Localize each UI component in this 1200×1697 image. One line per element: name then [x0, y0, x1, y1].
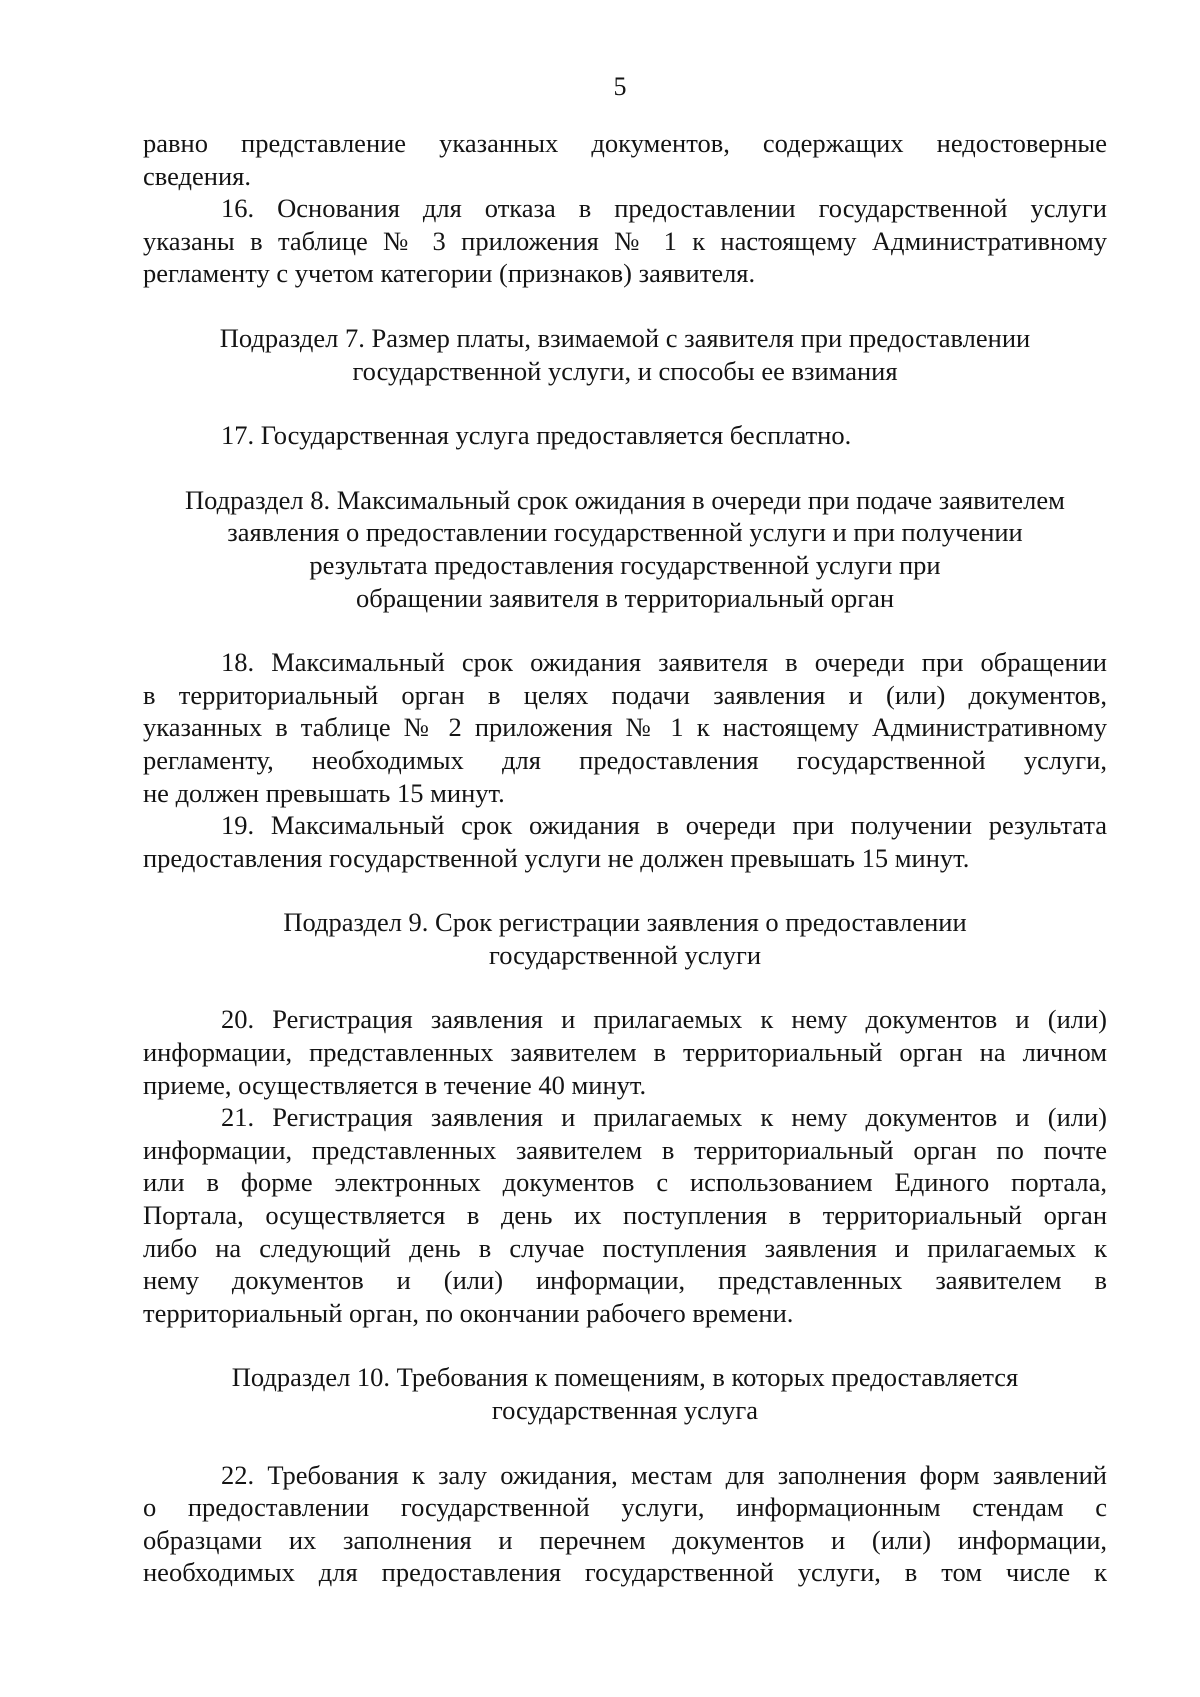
- subsection-heading-9: [143, 906, 1107, 971]
- heading-line: Подраздел 7. Размер платы, взимаемой с заявителя при предоставлении: [219, 322, 1031, 353]
- text-line: Портала, осуществляется в день их поступления в территориальный орган: [143, 1200, 1107, 1231]
- paragraph-18: [143, 646, 1107, 809]
- paragraph-16: [143, 192, 1107, 290]
- document-body: [143, 127, 1107, 1589]
- heading-line: Подраздел 8. Максимальный срок ожидания в очереди при подаче заявителем: [185, 484, 1065, 515]
- text-line: 16. Основания для отказа в предоставлении государственной услуги: [221, 193, 1107, 224]
- text-line: 21. Регистрация заявления и прилагаемых к нему документов и (или): [221, 1102, 1107, 1133]
- text-line: регламенту, необходимых для предоставления государственной услуги,: [143, 744, 1107, 775]
- subsection-heading-8: [143, 484, 1107, 614]
- text-line: указанных в таблице № 2 приложения № 1 к настоящему Административному: [143, 712, 1107, 743]
- text-line: или в форме электронных документов с использованием Единого портала,: [143, 1167, 1107, 1198]
- text-line: 20. Регистрация заявления и прилагаемых к нему документов и (или): [221, 1004, 1107, 1035]
- heading-line: государственной услуги, и способы ее взимания: [352, 355, 898, 386]
- heading-line: заявления о предоставлении государственной услуги и при получении: [227, 517, 1023, 548]
- subsection-heading-7: [143, 322, 1107, 387]
- paragraph-19: [143, 809, 1107, 874]
- text-line: территориальный орган, по окончании рабочего времени.: [143, 1297, 794, 1328]
- text-line: о предоставлении государственной услуги, информационным стендам с: [143, 1492, 1107, 1523]
- text-line: информации, представленных заявителем в территориальный орган на личном: [143, 1037, 1107, 1068]
- page-number: 5: [613, 72, 627, 101]
- text-line: в территориальный орган в целях подачи заявления и (или) документов,: [143, 679, 1107, 710]
- heading-line: результата предоставления государственной услуги при: [309, 549, 941, 580]
- text-line: регламенту с учетом категории (признаков) заявителя.: [143, 258, 756, 289]
- heading-line: обращении заявителя в территориальный орган: [355, 582, 895, 613]
- paragraph-continuation: [143, 127, 1107, 192]
- heading-line: Подраздел 10. Требования к помещениям, в которых предоставляется: [231, 1362, 1019, 1393]
- text-line: предоставления государственной услуги не должен превышать 15 минут.: [143, 842, 970, 873]
- subsection-heading-10: [143, 1361, 1107, 1426]
- text-line: 17. Государственная услуга предоставляется бесплатно.: [221, 420, 852, 451]
- heading-line: государственная услуга: [491, 1395, 759, 1425]
- text-line: 22. Требования к залу ожидания, местам для заполнения форм заявлений: [221, 1459, 1107, 1490]
- text-line: информации, представленных заявителем в территориальный орган по почте: [143, 1134, 1107, 1165]
- paragraph-21: [143, 1101, 1107, 1329]
- text-line: образцами их заполнения и перечнем документов и (или) информации,: [143, 1524, 1107, 1555]
- paragraph-17: [143, 419, 1107, 452]
- text-line: нему документов и (или) информации, представленных заявителем в: [143, 1265, 1107, 1296]
- heading-line: государственной услуги: [488, 939, 762, 970]
- text-line: сведения.: [143, 160, 251, 191]
- text-line: 18. Максимальный срок ожидания заявителя в очереди при обращении: [221, 647, 1107, 678]
- paragraph-20: [143, 1003, 1107, 1101]
- text-line: 19. Максимальный срок ожидания в очереди при получении результата: [221, 810, 1107, 841]
- text-line: указаны в таблице № 3 приложения № 1 к настоящему Административному: [143, 225, 1107, 256]
- text-line: либо на следующий день в случае поступления заявления и прилагаемых к: [143, 1232, 1107, 1263]
- text-line: приеме, осуществляется в течение 40 минут.: [143, 1069, 647, 1100]
- text-line: не должен превышать 15 минут.: [143, 777, 505, 808]
- paragraph-22: [143, 1459, 1107, 1589]
- text-line: необходимых для предоставления государственной услуги, в том числе к: [143, 1557, 1107, 1588]
- heading-line: Подраздел 9. Срок регистрации заявления о предоставлении: [283, 907, 967, 938]
- text-line: равно представление указанных документов, содержащих недостоверные: [143, 128, 1107, 158]
